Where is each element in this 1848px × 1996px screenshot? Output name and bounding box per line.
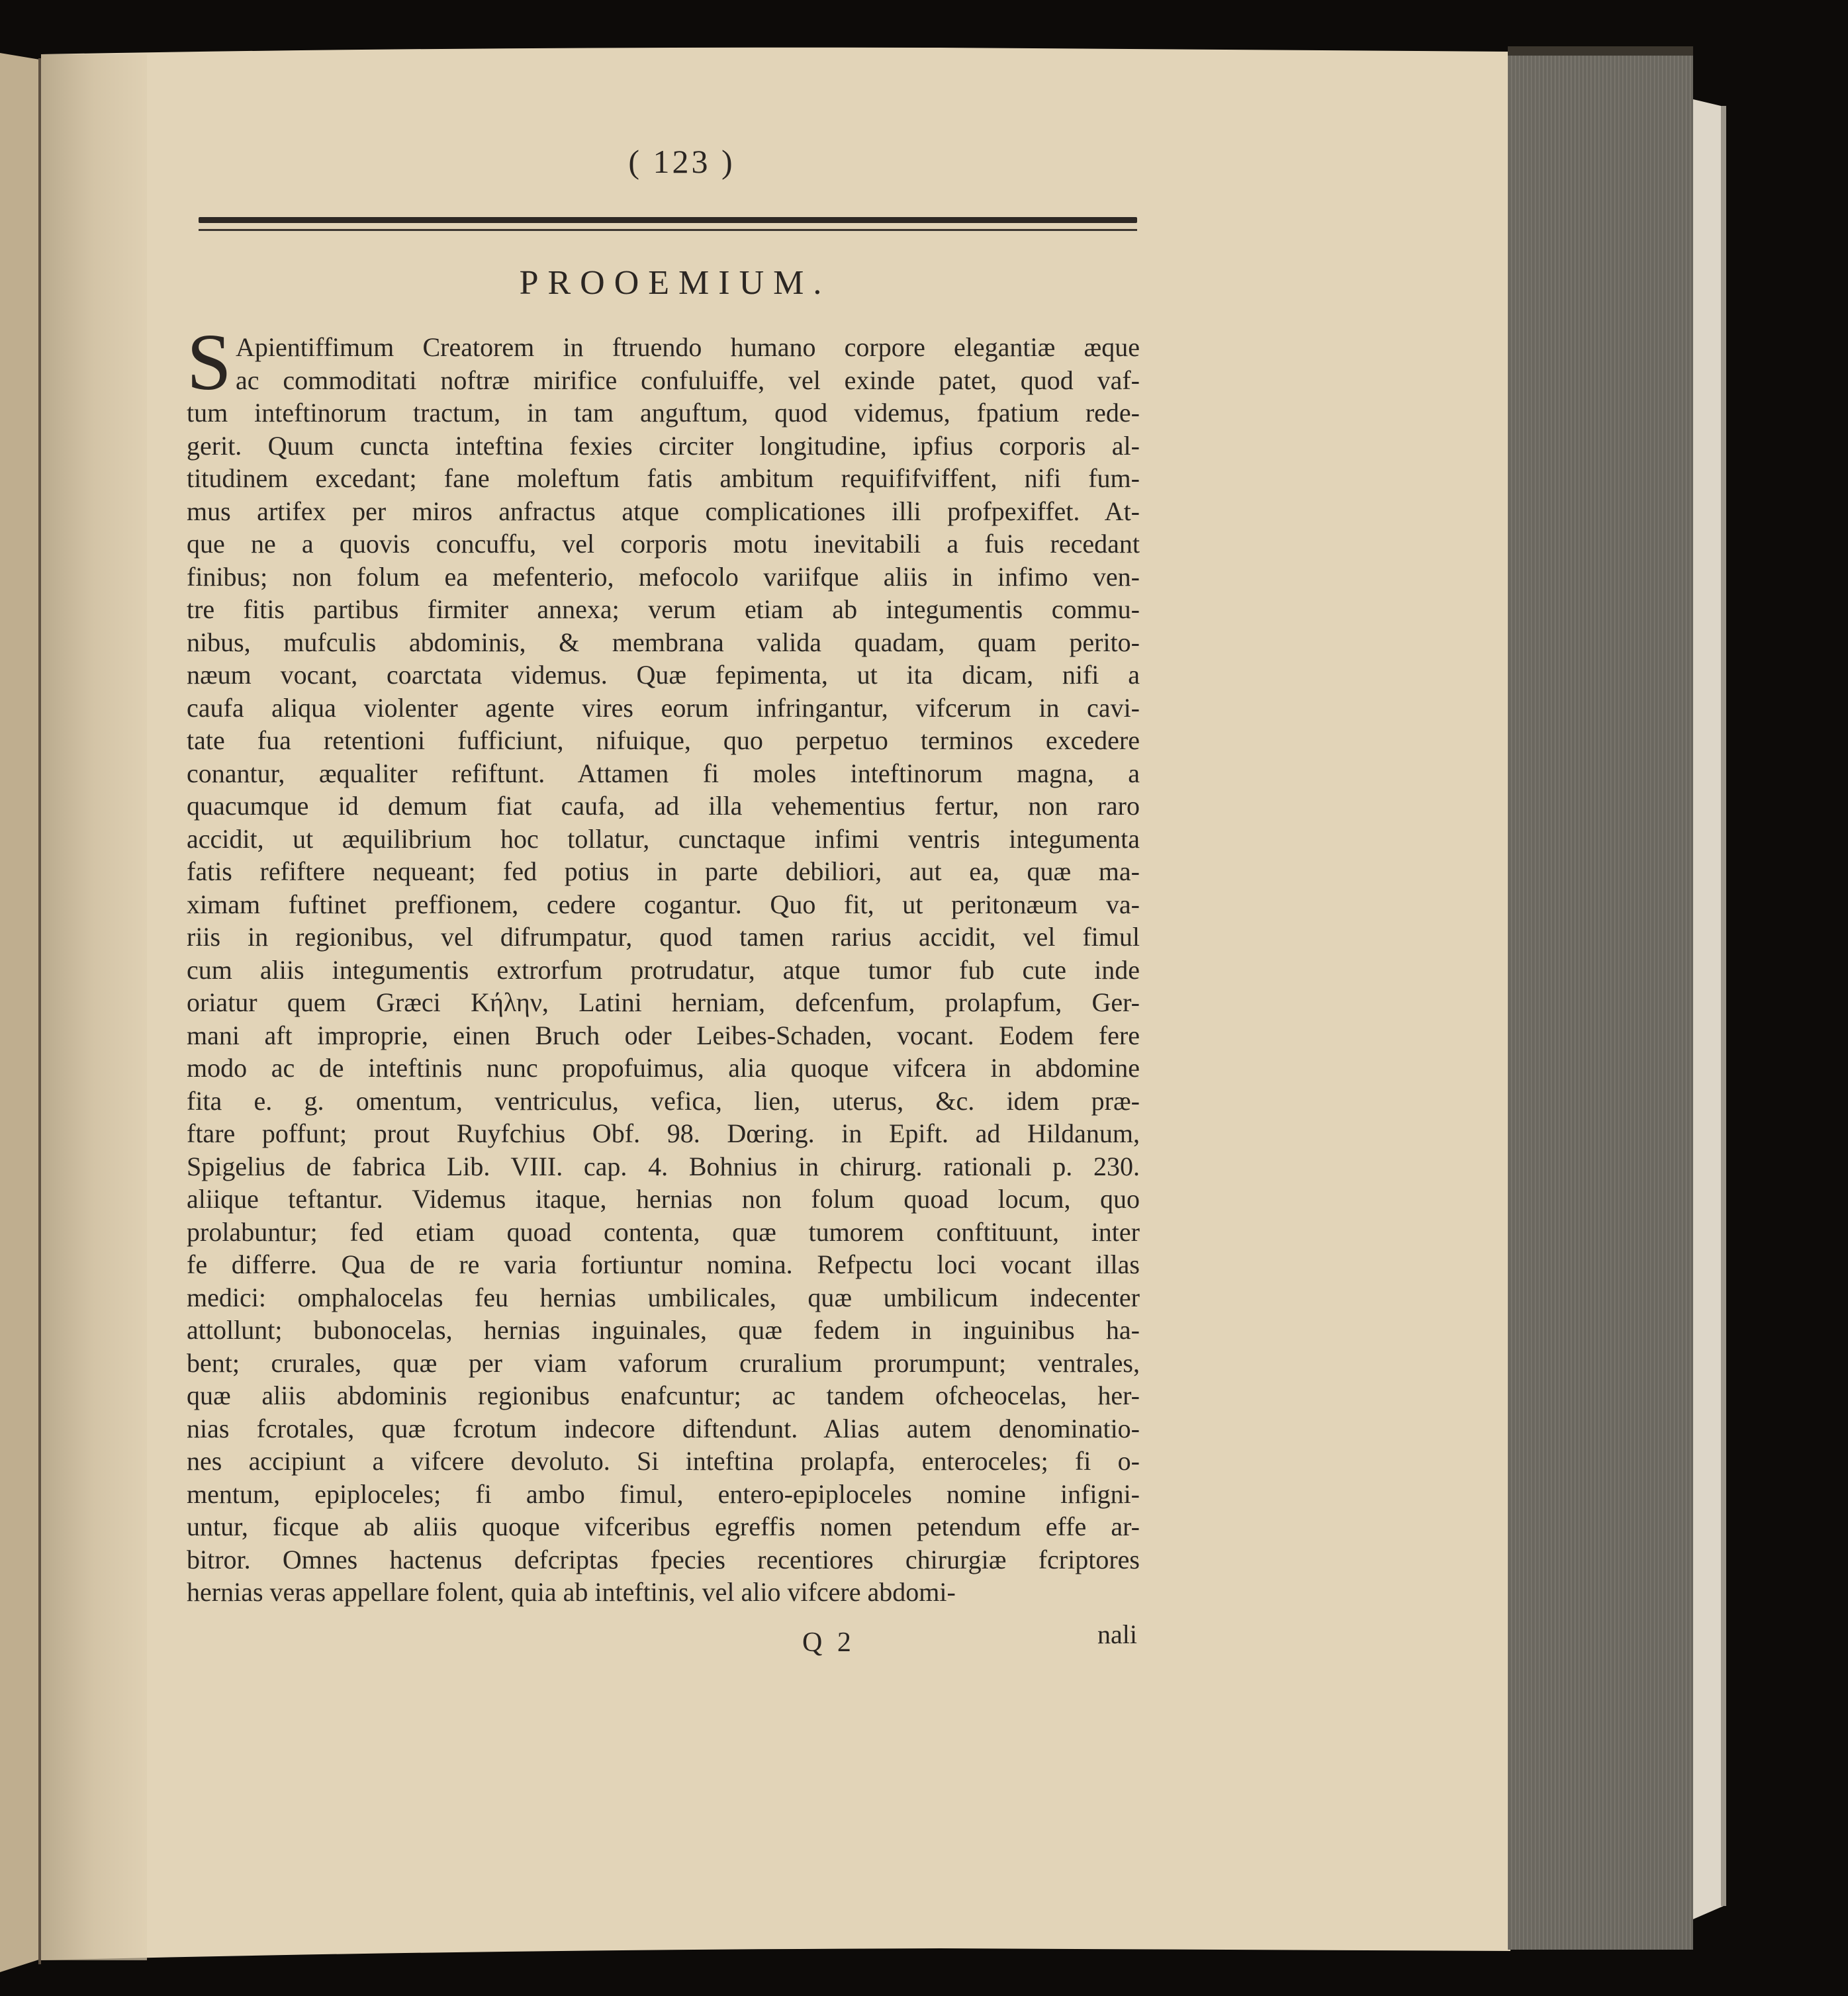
- text-line: mani aft improprie, einen Bruch oder Leibes-Schaden, vocant. Eodem fere: [187, 1020, 1140, 1050]
- text-line: tum inteftinorum tractum, in tam anguftum, quod videmus, fpatium rede-: [187, 398, 1140, 428]
- header-rule-thin: [199, 229, 1137, 231]
- text-line: nes accipiunt a vifcere devoluto. Si inteftina prolapfa, enteroceles; fi o-: [187, 1446, 1140, 1476]
- page-number: ( 123 ): [628, 143, 735, 180]
- section-heading: PROOEMIUM.: [519, 264, 831, 302]
- text-line: fe differre. Qua de re varia fortiuntur nomina. Refpectu loci vocant illas: [187, 1249, 1140, 1279]
- text-line: modo ac de inteftinis nunc propofuimus, alia quoque vifcera in abdomine: [187, 1053, 1140, 1083]
- catchword: nali: [1097, 1619, 1137, 1649]
- text-line: accidit, ut æquilibrium hoc tollatur, cunctaque infimi ventris integumenta: [187, 823, 1140, 854]
- text-line: ac commoditati noftræ mirifice confuluiffe, vel exinde patet, quod vaf-: [236, 365, 1140, 395]
- text-line: riis in regionibus, vel difrumpatur, quod tamen rarius accidit, vel fimul: [187, 922, 1140, 952]
- text-line: Spigelius de fabrica Lib. VIII. cap. 4. Bohnius in chirurg. rationali p. 230.: [187, 1151, 1140, 1181]
- body-text: [187, 318, 1140, 1609]
- drop-cap: S: [187, 318, 232, 407]
- text-line: gerit. Quum cuncta inteftina fexies circiter longitudine, ipfius corporis al-: [187, 430, 1140, 461]
- text-line: finibus; non folum ea mefenterio, mefocolo variifque aliis in infimo ven-: [187, 561, 1140, 592]
- text-line: bent; crurales, quæ per viam vaforum cruralium prorumpunt; ventrales,: [187, 1347, 1140, 1378]
- signature-mark: Q 2: [802, 1627, 855, 1658]
- text-line: quacumque id demum fiat caufa, ad illa vehementius fertur, non raro: [187, 791, 1140, 821]
- text-line: tate fua retentioni fufficiunt, nifuique, quo perpetuo terminos excedere: [187, 725, 1140, 755]
- text-line: hernias veras appellare folent, quia ab inteftinis, vel alio vifcere abdomi-: [187, 1577, 956, 1607]
- text-line: ftare poffunt; prout Ruyfchius Obf. 98. Dœring. in Epift. ad Hildanum,: [187, 1118, 1140, 1148]
- text-line: bitror. Omnes hactenus defcriptas fpecies recentiores chirurgiæ fcriptores: [187, 1544, 1140, 1574]
- text-line: nibus, mufculis abdominis, & membrana valida quadam, quam perito-: [187, 627, 1140, 657]
- text-line: tre fitis partibus firmiter annexa; verum etiam ab integumentis commu-: [187, 594, 1140, 624]
- text-line: aliique teftantur. Videmus itaque, hernias non folum quoad locum, quo: [187, 1184, 1140, 1214]
- text-line: fatis refiftere nequeant; fed potius in parte debiliori, aut ea, quæ ma-: [187, 856, 1140, 886]
- text-line: mus artifex per miros anfractus atque complicationes illi profpexiffet. At-: [187, 496, 1140, 526]
- text-line: attollunt; bubonocelas, hernias inguinales, quæ fedem in inguinibus ha-: [187, 1315, 1140, 1345]
- text-line: conantur, æqualiter refiftunt. Attamen fi moles inteftinorum magna, a: [187, 758, 1140, 788]
- text-line: titudinem excedant; fane moleftum fatis ambitum requififviffent, nifi fum-: [187, 463, 1140, 493]
- text-line: caufa aliqua violenter agente vires eorum infringantur, vifcerum in cavi-: [187, 692, 1140, 723]
- text-line: mentum, epiploceles; fi ambo fimul, entero-epiploceles nomine infigni-: [187, 1478, 1140, 1509]
- header-rule-thick: [199, 217, 1137, 223]
- text-line: medici: omphalocelas feu hernias umbilicales, quæ umbilicum indecenter: [187, 1282, 1140, 1312]
- text-line: nias fcrotales, quæ fcrotum indecore diftendunt. Alias autem denominatio-: [187, 1413, 1140, 1443]
- text-line: oriatur quem Græci Κήλην, Latini herniam, defcenfum, prolapfum, Ger-: [187, 987, 1140, 1017]
- text-line: næum vocant, coarctata videmus. Quæ fepimenta, ut ita dicam, nifi a: [187, 660, 1140, 690]
- text-line: fita e. g. omentum, ventriculus, vefica, lien, uterus, &c. idem præ-: [187, 1085, 1140, 1116]
- text-line: Apientiffimum Creatorem in ftruendo humano corpore elegantiæ æque: [236, 332, 1140, 362]
- text-line: prolabuntur; fed etiam quoad contenta, quæ tumorem conftituunt, inter: [187, 1216, 1140, 1247]
- text-line: untur, ficque ab aliis quoque vifceribus egreffis nomen petendum effe ar-: [187, 1512, 1140, 1541]
- text-line: que ne a quovis concuffu, vel corporis motu inevitabili a fuis recedant: [187, 529, 1140, 559]
- text-line: cum aliis integumentis extrorfum protrudatur, atque tumor fub cute inde: [187, 954, 1140, 985]
- text-line: ximam fuftinet preffionem, cedere cogantur. Quo fit, ut peritonæum va-: [187, 889, 1140, 919]
- text-line: quæ aliis abdominis regionibus enafcuntur; ac tandem ofcheocelas, her-: [187, 1381, 1140, 1410]
